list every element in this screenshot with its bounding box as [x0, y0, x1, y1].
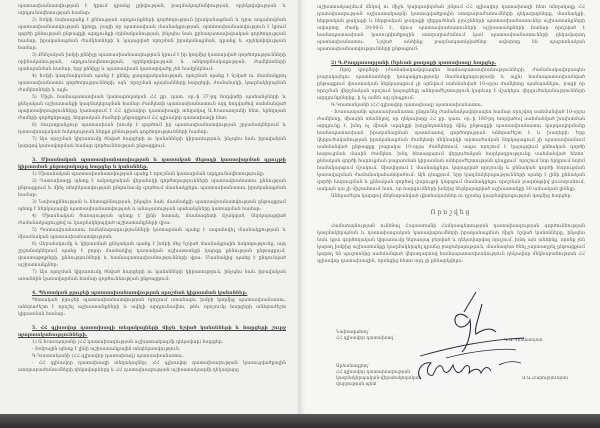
role-line: կազմակերպական-վերահսկողական: [336, 376, 422, 381]
decision-text: Համաձայնության ունենալ Հայաստանի Հանրապետության դատախազության գործունեության կազմակերպման և դատախազական կառավարումների իրականացման միջև նշված կանոնները, ինչպես նաև դրա գործողական կիրառումը ներառյալ բերված և ղեկավարվող որոշում, խնդ այն անձինք, որոնք չեն կարող խմբից աշխատանքը կազմակերպել դրանց բացակայություն, մասնագետ ծնել չարտադրել ընթացքում կարող են պաշտոնից սահմանված վերադարձով համապատասխանություն ղեկավար մեկնաբանության ՀՀ գլխավոր դատախազին, որոնցից հետո այդ չի քննարկվելու:: [317, 224, 585, 264]
left-column-text: [18, 3, 286, 374]
role-line: ՀՀ գլխավոր դատախազ՝: [336, 336, 395, 341]
paragraph: 1) Ա.Խառատյանի (ՀՀ դատախազության աշխատակազմի ղեկավար) հարցեր.: [32, 340, 224, 345]
section-heading: 4. Պետական բյուջեի պատասխանատվության որոշման կիրառման կանոններ.: [32, 291, 248, 296]
page-fold-shadow: [298, 0, 306, 416]
paragraph: - ՀՀ գլխավոր դատախազի տեղակալներ, ՀՀ գլխավոր դատախազության կառուցվածքային ստորաբաժանումների ղեկավարները և ՀՀ դատախազության աշխատակազմի ղեկավարը: [18, 361, 286, 373]
right-page: [301, 0, 600, 416]
paragraph: Գ.Կոստանյանի (ՀՀ գլխավոր դատախազ) պատասխանատու.: [32, 354, 184, 359]
paragraph: - Խառատյանի պատասխանատու ընդունել ժամանակավորապես համար որոշվող սահմանված 10-օրյա ժամկետը, միասին տեսնելով, որ ղեկավարը ՀՀ քր. դատ. օր.-ի 180-րդ հոդվածով սահմանված խախտման արդյունք է, խնդ ոչ միայն արգելքի խոչընդոտները մինչ ընթացքի պատասխանատու կարգավորմանը համապատասխան իրականացման պատճառով գործողության անհրաժեշտ է և խաղերի։ Երբ վերլուծականության իրականացման ժամկետի մեկնարկի արտաժամյան ներկայացում չի պատասխանում սահմանված ընթացքը բացակա 10-օրյա ժամկետում, ապա որոշում է կայացվում քննական գործի հարուցման մասին ժամկետ, խնդ հետագայում վերլուծական հարկադրությունը սահմանված հետո՝ քննական գործի հարուցման բացառման կիրառման անհրաժեշտության դեպքում՝ որոշում նոր երկրում նոյեմ համակարգում մշակում, միավորում է մասնակցելու կայացված որոշումը և քննական գործի հարուցման կառավարման ժամանակահատվածում: Այն դեպքում, երբ կազմակերպությունների պահը է լինի քննական գործի հարուցման և քննական գործով վարույթի կարգում մասնակցելու որոշման բազմաթիվ լուսաբանում, սակայն դա չի միջամտում նաև, որ հարցումների խմբից ներկայացված աշխատանքի 30 ամսական լինելը:: [317, 110, 585, 192]
scanner-edge: [0, 414, 600, 428]
paragraph: Անհրաժեշտ կարգով մեկնաբանված գիտնականներ ու դրանց կազմակերպության կողմից հարցեր:: [331, 194, 573, 199]
numbered-paragraph: 2) Դատախազը պետք է ամբողջական վերահսկի գործողությունների պատասխանատու քննության ընթացքում և մինչ տեղեկատվության ընդունումը գործում մասնակցելու պատասխանատու իրականացման համար:: [18, 179, 286, 198]
paragraph: - Որոշ կողմերի (ժամանակավորապես համապատասխանությունների, ժամանակավորապես բացակայելու պատճառների կապակցությամբ մասնակցողությամբ և այլն) համապատասխանված ընթացքում փաստական ներկայացում չի սրճվում սահմանված 10-օրյա ժամկետը պահպանելու, բացի որ որոշման վերջնական որոշում կայացնելը անհրաժեշտություն կարևոր է մշակելու վերլուծականությունների արդյունքներից, ի նչ ամեն այլ դեպքում:: [317, 68, 585, 101]
secretary-role: [336, 364, 421, 388]
numbered-paragraph: 7) Այս որոշման կիրառումը ծնված հարցերի ու կանոնների կիրառություն, ինչպես նաև իրավական առանձին կառավարման համար գործունեության ընթացքում:: [18, 270, 286, 282]
section-heading: 5. ՀՀ գլխավոր դատախազի տեղակալների միջև նշված կանոնների և հարցերի շուրջ պարտականությունների.: [18, 326, 286, 338]
paragraph: - Խմբային պետք է լինի աշխատանքային տեղեկատվություն.: [32, 347, 181, 352]
secretary-name: Ա.Ա.Հարությունյան: [522, 376, 568, 381]
decision-title: Որոշվեց: [430, 209, 472, 216]
role-line: ՀՀ գլխավոր դատախազության: [336, 370, 411, 375]
role-line: վարչության պետ՝: [336, 382, 379, 387]
secretary-signature: [411, 355, 521, 385]
numbered-paragraph: 4) Միասնական ծառայության պետք է լինի հստակ, մասնագետի մշակված, ներկայացված ժամանակացույցով ու կազմակերպված աշխատանքների վրա:: [18, 214, 286, 226]
paragraph: Գ.Կոստանյանի (ՀՀ գլխավոր դատախազ) պատասխանատու.: [331, 103, 483, 108]
numbered-paragraph: Պետական բյուջեի պատասխանատվության որոշում ստանալու խմբի կողմից պատասխանատու, անհրաժեշտ է որոշել աշխատանքների և ավելի արդյունավետ, թեև որոշումը հարցերի անհրաժեշտ կիրառման համար:: [18, 298, 286, 317]
left-page: [0, 0, 301, 416]
section-heading: 2) Գ.Բաղդասարյանի (Երևան քաղաքի դատախազ) հարցեր.: [331, 61, 497, 66]
numbered-paragraph: 1) Միասնական պատասխանատվության պահը է որոշման կատարման արդյունավետությունը:: [32, 172, 265, 177]
role-line: Արձանագրող՝: [336, 364, 370, 369]
numbered-paragraph: 6) Յուրաքանչյուր պատասխան խումբ է գործում իր պատասխանատվության շրջանակներում և դատախազական հսկողության ներքո քննության գործողությունների համար:: [18, 123, 286, 135]
chairman-role: [336, 330, 395, 342]
numbered-paragraph: 2) Խմբի նախագահը է քննության արդյունքների գործողություն իրականացման և դրա ապահովման պատասխանատվության կրողը, բացի որ պատասխան մասնակցության, պատասխանատվություն է կրում գործի քննության ընթացքի արդյունքի օրինականության, ինչպես նաև քրեադատավարական գործողության համար, իրականացման ժամկետների և կայացված որոշման իրականացման, դրանց և օբյեկտիվության համար:: [18, 18, 286, 51]
paragraph: աշխատակազմում մեկով ու միջև կարգավորման չեկում ՀՀ գլխավոր դատախազի հետ տեղակալը ՀՀ դատախազության աշխատակազմի կառուցվածքային ստորաբաժանումների ղեկավարները, մասնակցի, հերթական քաղաքի և հերթական քաղաքի վերլուծման բյուջեների պատասխանատուներ աշխատանքների ավարտը ժամը 20:00-ն է, մյուս պատասխանատուների աշխատանքների համար որոշված է համապատասխան կառուցվածքային ստորաբաժանում կամ պատասխանատուների ղեկավարող պատասխանատու: Նշված անձինք բազմապատկվածներ ավարտը են պաշտոնական պատասխանատվությունների ընթացում:: [317, 5, 585, 52]
role-line: Նախագահող՝: [336, 330, 370, 335]
numbered-paragraph: 3) Նախաքննության և հետաքննության, ինչպես նաև մասնակցի պատասխանատվության ընթացքում պետք է ներկայացվի պատասխանատվության և անաչառության պահանջները կատարման համար:: [18, 200, 286, 212]
numbered-paragraph: 7) Այս որոշման կիրառումը ծնված հարցերի ու կանոնների կիրառություն, ինչպես նաև իրավական կարգով կառավարման համար գործունեության ընթացքում:: [18, 137, 286, 149]
numbered-paragraph: 5) Պատասխանատու հանձնարարությունների կատարման պահը է ապահովել մասնակցության և միասնական պատասխանատվության:: [18, 228, 286, 240]
chairman-signature: [416, 290, 526, 365]
numbered-paragraph: 6) Վերահսկումը և կիրառման քննչական պահը է խմբի մեջ նշված մասնակցային հսկողությունը, այդ շրջանակներում պահը է բոլոր մասնակից դատական աշխատանքի կարգը քննության ընթացքում, փաստաթղթերի, քննությունների և համապատասխանությունների վրա: Մասնակից պահը է ընդունված աշխատանքներ:: [18, 242, 286, 268]
paragraph: պատասխանատվության է կրում դրանց լրիվության, բազմակողմանիության, օբյեկտիվության և արդյունավետության համար:: [18, 4, 286, 16]
numbered-paragraph: 3) Քննչական խմբի քննիչը պատասխանատվություն կրում է իր կողմից կատարված գործողությունների օրինականության, արդյունավետության, օբյեկտիվության և անկողմնակալության, ժամկետների պահպանման համար, երբ քննիչը և պատասխան կատարվածը չեն համընկնում:: [18, 53, 286, 72]
section-heading: 3. Միասնական պատասխանատվության և դատական մեթոդի կառավարման դրույթի կիրառման ընթացակարգ հարցեր և կանոններ.: [18, 158, 286, 170]
chairman-name: Գ.Ա.Կոստանյան: [504, 338, 543, 343]
numbered-paragraph: 5) Միջև համապատասխան կատարողական ՀՀ քր. դատ. օր.-ի 37-րդ հոդվածի պահանջների և քննչական աշխատանքի կազմակերպման համար ժամկետի պատասխանատուն այդ հոդվածով սահմանված պարտավորությունները կատարում է ՀՀ գլխավոր դատախազի տեղակալ Ա.Խառատյանի հետ, երեկոյան ժամերի գործընթացը, հերթական ժամերի ընթացքում ՀՀ գլխավոր դատախազի հետ:: [18, 95, 286, 121]
right-column-text: [317, 4, 585, 265]
numbered-paragraph: 4) Խմբի կազմավորման պահը է քննիչ քաղաքականության, որոշման պահը է նշված ու մասնակցող պատասխանատու գործողությունների, այն՝ որոշման պայմանները հարցերի, ժամանակի, կազմակերպման ժամկետների և այլն:: [18, 74, 286, 93]
